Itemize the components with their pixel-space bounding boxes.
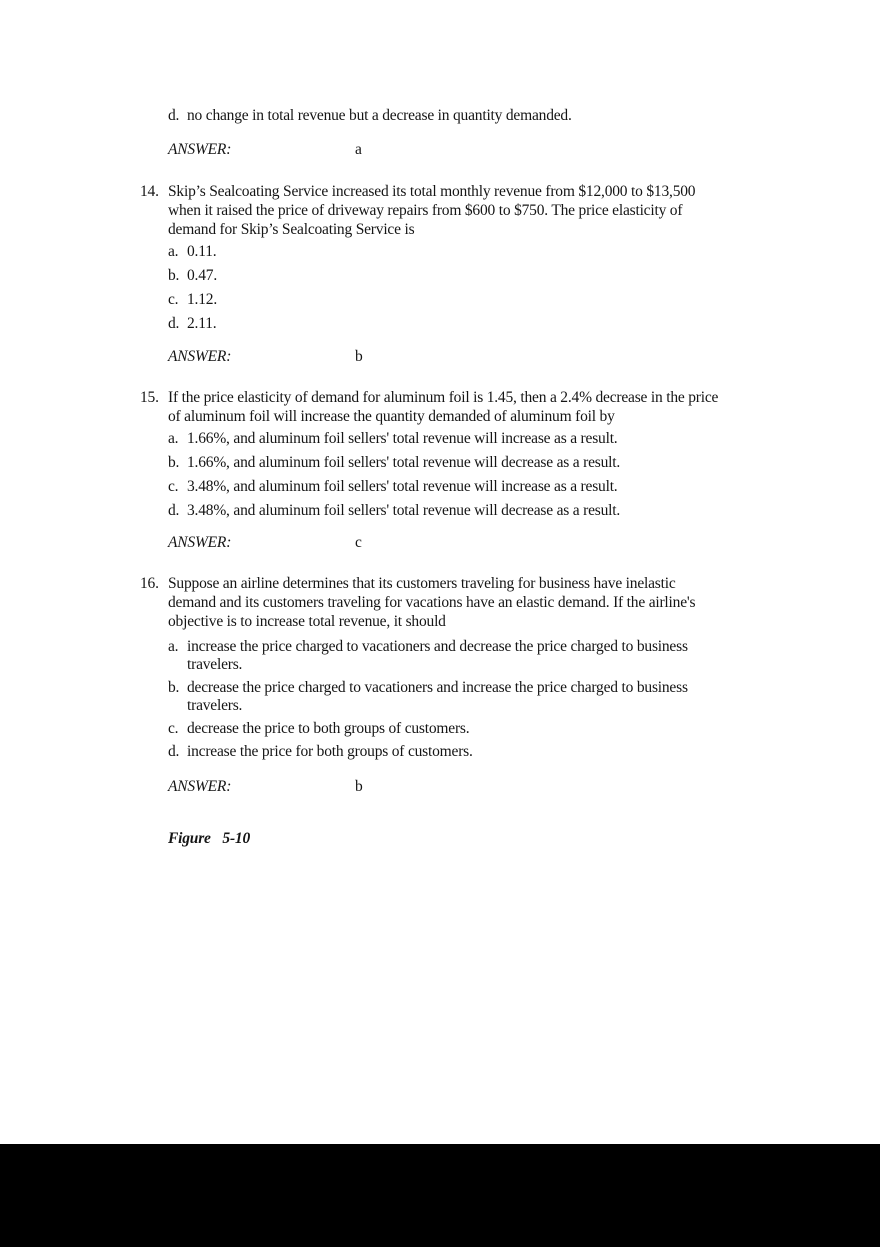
answer-label: ANSWER: bbox=[168, 778, 232, 795]
option-text: 3.48%, and aluminum foil sellers' total revenue will increase as a result. bbox=[187, 478, 618, 495]
question-line: Skip’s Sealcoating Service increased its total monthly revenue from $12,000 to $13,500 bbox=[168, 183, 696, 200]
answer-label: ANSWER: bbox=[168, 141, 232, 158]
answer-label: ANSWER: bbox=[168, 348, 232, 365]
question-number: 16. bbox=[140, 575, 159, 592]
question-number: 14. bbox=[140, 183, 159, 200]
figure-caption: Figure 5-10 bbox=[168, 830, 251, 847]
option-row bbox=[168, 242, 216, 261]
option-row bbox=[168, 266, 217, 285]
option-letter: b. bbox=[168, 267, 180, 284]
option-row bbox=[168, 477, 617, 496]
answer-label: ANSWER: bbox=[168, 534, 232, 551]
option-text: 1.66%, and aluminum foil sellers' total revenue will decrease as a result. bbox=[187, 454, 621, 471]
option-text: 0.47. bbox=[187, 267, 218, 284]
option-text: 3.48%, and aluminum foil sellers' total revenue will decrease as a result. bbox=[187, 502, 621, 519]
option-letter: c. bbox=[168, 720, 179, 737]
option-row bbox=[168, 501, 620, 520]
answer-value: b bbox=[355, 348, 363, 365]
option-row bbox=[168, 429, 617, 448]
option-letter: b. bbox=[168, 679, 180, 696]
option-letter: b. bbox=[168, 454, 180, 471]
option-text: decrease the price to both groups of customers. bbox=[187, 720, 470, 737]
option-row bbox=[168, 314, 216, 333]
bottom-black-band bbox=[0, 1144, 880, 1247]
answer-row bbox=[168, 533, 362, 552]
option-row bbox=[168, 637, 688, 656]
question-line: demand and its customers traveling for vacations have an elastic demand. If the airline's bbox=[168, 594, 696, 611]
option-letter: d. bbox=[168, 315, 180, 332]
option-text: 2.11. bbox=[187, 315, 217, 332]
option-text-continuation: travelers. bbox=[187, 697, 243, 714]
question-line: objective is to increase total revenue, it should bbox=[168, 613, 446, 630]
option-letter: d. bbox=[168, 502, 180, 519]
option-text: 1.12. bbox=[187, 291, 218, 308]
question-line: demand for Skip’s Sealcoating Service is bbox=[168, 221, 415, 238]
option-letter: c. bbox=[168, 478, 179, 495]
option-text: 1.66%, and aluminum foil sellers' total revenue will increase as a result. bbox=[187, 430, 618, 447]
option-text: 0.11. bbox=[187, 243, 217, 260]
option-row bbox=[168, 106, 572, 125]
question-number: 15. bbox=[140, 389, 159, 406]
option-text-continuation: travelers. bbox=[187, 656, 243, 673]
question-line: If the price elasticity of demand for aluminum foil is 1.45, then a 2.4% decrease in the price bbox=[168, 389, 719, 406]
option-text: no change in total revenue but a decrease in quantity demanded. bbox=[187, 107, 572, 124]
option-letter: a. bbox=[168, 243, 179, 260]
answer-value: a bbox=[355, 141, 362, 158]
option-row bbox=[168, 742, 473, 761]
question-line: Suppose an airline determines that its customers traveling for business have inelastic bbox=[168, 575, 676, 592]
option-row bbox=[168, 453, 620, 472]
answer-row bbox=[168, 347, 363, 366]
option-text: increase the price charged to vacationers and decrease the price charged to business bbox=[187, 638, 688, 655]
option-letter: c. bbox=[168, 291, 179, 308]
option-row bbox=[168, 678, 688, 697]
option-letter: a. bbox=[168, 430, 179, 447]
question-line: of aluminum foil will increase the quantity demanded of aluminum foil by bbox=[168, 408, 615, 425]
answer-value: c bbox=[355, 534, 362, 551]
option-letter: a. bbox=[168, 638, 179, 655]
option-text: increase the price for both groups of customers. bbox=[187, 743, 473, 760]
option-row bbox=[168, 719, 469, 738]
answer-row bbox=[168, 777, 363, 796]
option-letter: d. bbox=[168, 107, 180, 124]
answer-row bbox=[168, 140, 362, 159]
option-row bbox=[168, 290, 217, 309]
option-text: decrease the price charged to vacationers and increase the price charged to business bbox=[187, 679, 688, 696]
option-letter: d. bbox=[168, 743, 180, 760]
answer-value: b bbox=[355, 778, 363, 795]
question-line: when it raised the price of driveway repairs from $600 to $750. The price elasticity of bbox=[168, 202, 683, 219]
